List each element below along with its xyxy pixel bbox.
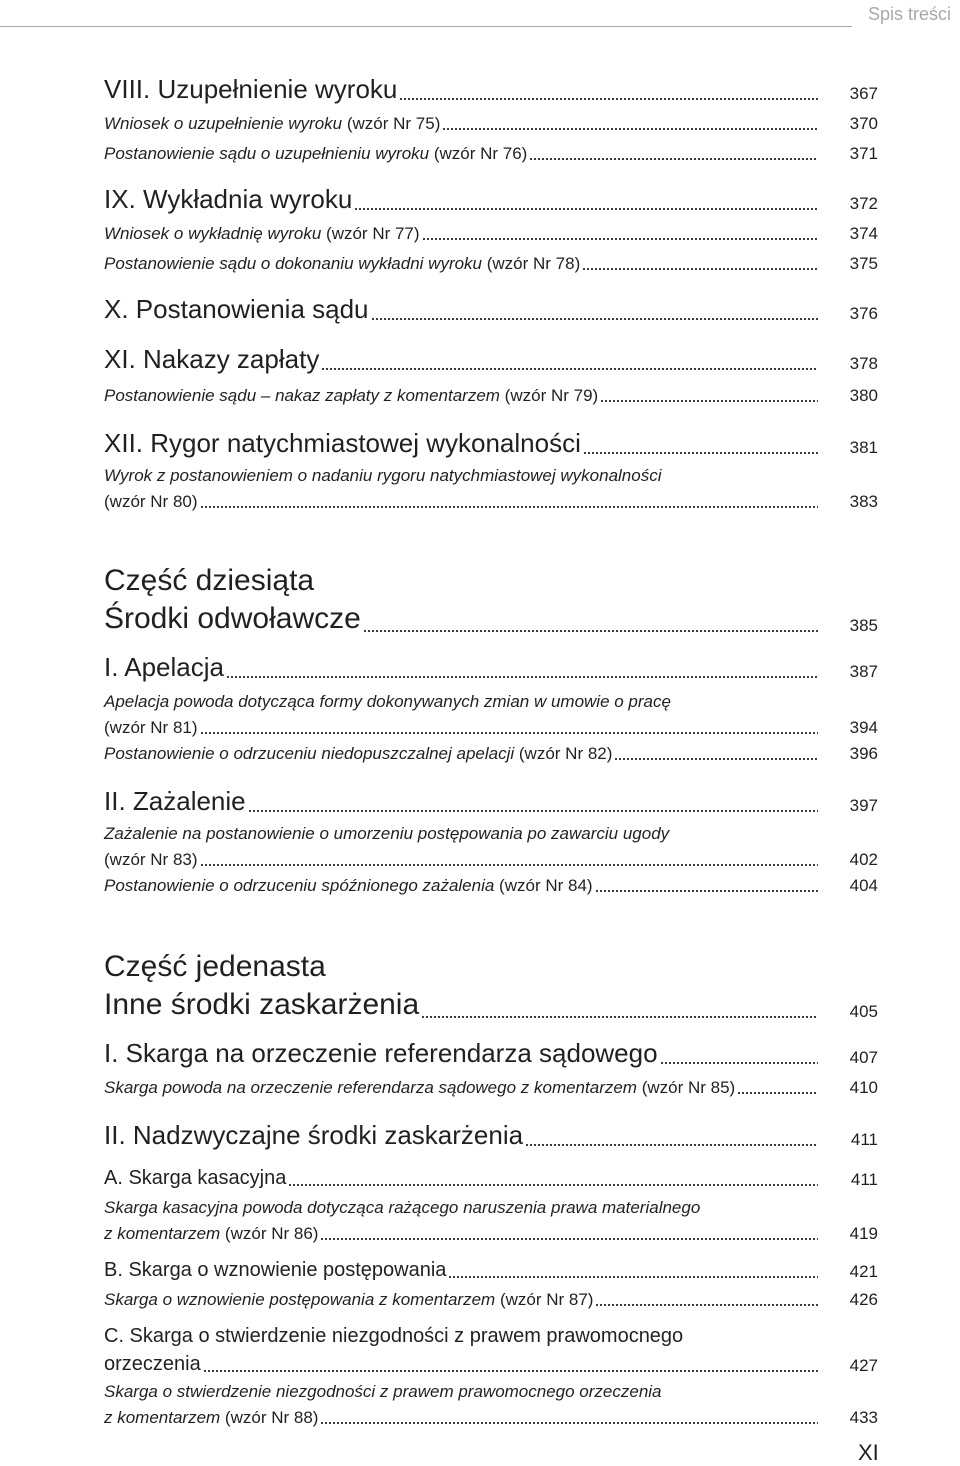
dot-leader (226, 674, 818, 679)
toc-page-number: 378 (849, 354, 878, 373)
toc-entry-label: (wzór Nr 77) (321, 224, 420, 243)
toc-page-number: 407 (849, 1048, 878, 1067)
toc-entry-w75[interactable] (104, 112, 880, 138)
toc-entry-text (104, 296, 369, 322)
toc-entry-text (104, 1040, 658, 1066)
dot-leader (660, 1060, 818, 1065)
toc-entry-a[interactable] (104, 1166, 880, 1194)
toc-entry-label: VIII. Uzupełnienie wyroku (104, 74, 398, 104)
toc-entry-text (104, 719, 198, 736)
dot-leader (203, 1368, 818, 1373)
toc-entry-label: I. Apelacja (104, 652, 224, 682)
toc-entry-text (104, 145, 527, 162)
toc-page-number: 374 (849, 224, 878, 243)
toc-entry-label: Część dziesiąta (104, 564, 315, 597)
toc-entry-ii1[interactable] (104, 786, 880, 820)
header-rule (0, 26, 852, 27)
toc-page-number: 419 (849, 1224, 878, 1243)
toc-entry-text (104, 1225, 318, 1242)
toc-entry-b[interactable] (104, 1258, 880, 1286)
toc-entry-label: A. Skarga kasacyjna (104, 1167, 287, 1189)
toc-entry-label: orzeczenia (104, 1353, 201, 1375)
toc-entry-text (104, 950, 326, 983)
toc-entry-title: Skarga o wznowienie postępowania z komentarzem (104, 1290, 496, 1309)
toc-entry-i2[interactable] (104, 1038, 880, 1072)
toc-entry-label: Część jedenasta (104, 950, 326, 983)
running-header: Spis treści (868, 4, 952, 24)
toc-entry-text (104, 1122, 523, 1148)
toc-entry-label: II. Nadzwyczajne środki zaskarżenia (104, 1120, 524, 1150)
dot-leader (529, 156, 818, 161)
dot-leader (354, 206, 818, 211)
toc-entry-w79[interactable] (104, 384, 880, 410)
toc-entry-w80[interactable] (104, 464, 880, 516)
toc-entry-label: (wzór Nr 80) (104, 492, 198, 511)
toc-entry-text (104, 387, 598, 404)
toc-entry-title: Wniosek o wykładnię wyroku (104, 224, 322, 243)
dot-leader (600, 398, 818, 403)
dot-leader (288, 1182, 818, 1187)
toc-entry-title: Skarga powoda na orzeczenie referendarza sądowego z komentarzem (104, 1078, 637, 1097)
toc-entry-label: (wzór Nr 85) (636, 1078, 736, 1097)
page-number: XI (858, 1440, 879, 1465)
toc-entry-title: Postanowienie sądu o uzupełnieniu wyroku (104, 144, 430, 163)
dot-leader (582, 266, 818, 271)
toc-entry-text (104, 1168, 286, 1188)
toc-entry-label: (wzór Nr 88) (220, 1408, 319, 1427)
toc-entry-text (104, 604, 361, 634)
toc-entry-title: z komentarzem (104, 1408, 221, 1427)
toc-entry-text (104, 1409, 318, 1426)
toc-page-number: 381 (849, 438, 878, 457)
toc-entry-label: (wzór Nr 76) (429, 144, 528, 163)
toc-page-number: 421 (849, 1262, 878, 1281)
toc-entry-label: (wzór Nr 82) (514, 744, 613, 763)
toc-entry-text (104, 788, 246, 814)
toc-page-number: 433 (849, 1408, 878, 1427)
toc-entry-label: (wzór Nr 87) (495, 1290, 594, 1309)
toc-entry-p11b[interactable] (104, 988, 880, 1026)
toc-entry-label: (wzór Nr 84) (494, 876, 593, 895)
toc-entry-text (104, 1260, 446, 1280)
toc-entry-w85[interactable] (104, 1076, 880, 1102)
toc-page-number: 372 (849, 194, 878, 213)
toc-page-number: 394 (849, 718, 878, 737)
toc-entry-text (104, 1079, 735, 1096)
toc-entry-text (104, 430, 581, 456)
toc-entry-text (104, 1198, 700, 1217)
toc-entry-x[interactable] (104, 294, 880, 328)
toc-entry-text (104, 493, 198, 510)
toc-entry-label: B. Skarga o wznowienie postępowania (104, 1259, 447, 1281)
toc-entry-label: (wzór Nr 86) (220, 1224, 319, 1243)
toc-page-number: 404 (849, 876, 878, 895)
toc-entry-label: (wzór Nr 83) (104, 850, 198, 869)
toc-entry-text (104, 76, 397, 102)
dot-leader (525, 1142, 818, 1147)
toc-entry-c[interactable] (104, 1324, 880, 1380)
toc-page-number: 396 (849, 744, 878, 763)
toc-entry-label: X. Postanowienia sądu (104, 294, 369, 324)
toc-entry-text (104, 346, 319, 372)
toc-entry-label: XI. Nakazy zapłaty (104, 344, 320, 374)
toc-entry-label: IX. Wykładnia wyroku (104, 184, 353, 214)
toc-entry-label: (wzór Nr 75) (342, 114, 441, 133)
toc-page-number: 383 (849, 492, 878, 511)
toc-entry-xi[interactable] (104, 344, 880, 378)
dot-leader (422, 236, 818, 241)
toc-entry-text (104, 877, 593, 894)
toc-entry-label: Inne środki zaskarżenia (104, 988, 420, 1021)
toc-page-number: 405 (849, 1002, 878, 1021)
toc-entry-title: Postanowienie o odrzuceniu niedopuszczalnej apelacji (104, 744, 515, 763)
toc-entry-text (104, 1382, 662, 1401)
dot-leader (595, 1302, 818, 1307)
dot-leader (595, 888, 818, 893)
dot-leader (737, 1090, 818, 1095)
toc-entry-title: Postanowienie o odrzuceniu spóźnionego zażalenia (104, 876, 495, 895)
toc-page-number: 427 (849, 1356, 878, 1375)
dot-leader (442, 126, 818, 131)
toc-entry-title: Skarga o stwierdzenie niezgodności z prawem prawomocnego orzeczenia (104, 1382, 662, 1401)
toc-entry-text (104, 186, 352, 212)
toc-page-number: 380 (849, 386, 878, 405)
toc-entry-w81[interactable] (104, 690, 880, 742)
toc-entry-p11a[interactable] (104, 950, 880, 988)
dot-leader (448, 1274, 818, 1279)
dot-leader (200, 730, 818, 735)
toc-entry-label: (wzór Nr 78) (482, 254, 581, 273)
toc-entry-text (104, 654, 224, 680)
toc-entry-title: z komentarzem (104, 1224, 221, 1243)
toc-page-number: 371 (849, 144, 878, 163)
toc-entry-w86[interactable] (104, 1196, 880, 1248)
toc-entry-w77[interactable] (104, 222, 880, 248)
toc-entry-label: (wzór Nr 79) (499, 386, 599, 405)
toc-entry-ix[interactable] (104, 184, 880, 218)
toc-page-number: 410 (849, 1078, 878, 1097)
toc-entry-text (104, 255, 580, 272)
dot-leader (320, 1420, 818, 1425)
dot-leader (321, 366, 818, 371)
dot-leader (200, 504, 818, 509)
toc-page-number: 426 (849, 1290, 878, 1309)
toc-page-number: 367 (849, 84, 878, 103)
dot-leader (320, 1236, 818, 1241)
dot-leader (371, 316, 818, 321)
toc-entry-text (104, 1291, 593, 1308)
toc-entry-title: Postanowienie sądu – nakaz zapłaty z komentarzem (104, 386, 500, 405)
toc-entry-title: Skarga kasacyjna powoda dotycząca rażącego naruszenia prawa materialnego (104, 1198, 701, 1217)
toc-entry-title: Postanowienie sądu o dokonaniu wykładni wyroku (104, 254, 483, 273)
toc-page-number: 397 (849, 796, 878, 815)
toc-entry-title: Apelacja powoda dotycząca formy dokonywanych zmian w umowie o pracę (104, 692, 671, 711)
dot-leader (399, 96, 818, 101)
toc-entry-w84[interactable] (104, 874, 880, 900)
toc-page-number: 376 (849, 304, 878, 323)
toc-entry-text (104, 692, 671, 711)
toc-entry-w88[interactable] (104, 1380, 880, 1432)
toc-entry-text (104, 824, 669, 843)
toc-page-number: 385 (849, 616, 878, 635)
toc-entry-text (104, 1354, 201, 1374)
toc-entry-label: I. Skarga na orzeczenie referendarza sądowego (104, 1038, 658, 1068)
toc-entry-text (104, 990, 419, 1020)
toc-entry-title: Wniosek o uzupełnienie wyroku (104, 114, 343, 133)
toc-entry-text (104, 851, 198, 868)
toc-page-number: 375 (849, 254, 878, 273)
toc-page-number: 370 (849, 114, 878, 133)
toc-entry-label: XII. Rygor natychmiastowej wykonalności (104, 428, 581, 458)
toc-entry-title: Wyrok z postanowieniem o nadaniu rygoru natychmiastowej wykonalności (104, 466, 662, 485)
toc-entry-title: Zażalenie na postanowienie o umorzeniu postępowania po zawarciu ugody (104, 824, 670, 843)
toc-entry-i1[interactable] (104, 652, 880, 686)
toc-entry-p10a[interactable] (104, 564, 880, 602)
dot-leader (248, 808, 818, 813)
toc-entry-w76[interactable] (104, 142, 880, 168)
dot-leader (583, 450, 818, 455)
toc-page-number: 402 (849, 850, 878, 869)
toc-entry-xii[interactable] (104, 428, 880, 462)
toc-entry-label: C. Skarga o stwierdzenie niezgodności z prawem prawomocnego (104, 1325, 684, 1347)
toc-entry-w87[interactable] (104, 1288, 880, 1314)
toc-entry-w82[interactable] (104, 742, 880, 768)
toc-entry-text (104, 466, 662, 485)
toc-entry-viii[interactable] (104, 74, 880, 108)
toc-entry-text (104, 745, 612, 762)
toc-page-number: 411 (850, 1170, 878, 1189)
dot-leader (421, 1014, 818, 1019)
toc-entry-w78[interactable] (104, 252, 880, 278)
toc-entry-label: (wzór Nr 81) (104, 718, 198, 737)
toc-entry-label: II. Zażalenie (104, 786, 246, 816)
toc-page-number: 387 (849, 662, 878, 681)
toc-entry-text (104, 115, 440, 132)
dot-leader (200, 862, 818, 867)
toc-entry-text (104, 1325, 683, 1347)
dot-leader (363, 628, 818, 633)
toc-entry-p10b[interactable] (104, 602, 880, 640)
toc-entry-w83[interactable] (104, 822, 880, 874)
toc-entry-text (104, 225, 420, 242)
toc-page-number: 411 (850, 1130, 878, 1149)
toc-entry-label: Środki odwoławcze (104, 602, 361, 635)
toc-entry-ii2[interactable] (104, 1120, 880, 1154)
dot-leader (614, 756, 818, 761)
toc-entry-text (104, 564, 314, 597)
